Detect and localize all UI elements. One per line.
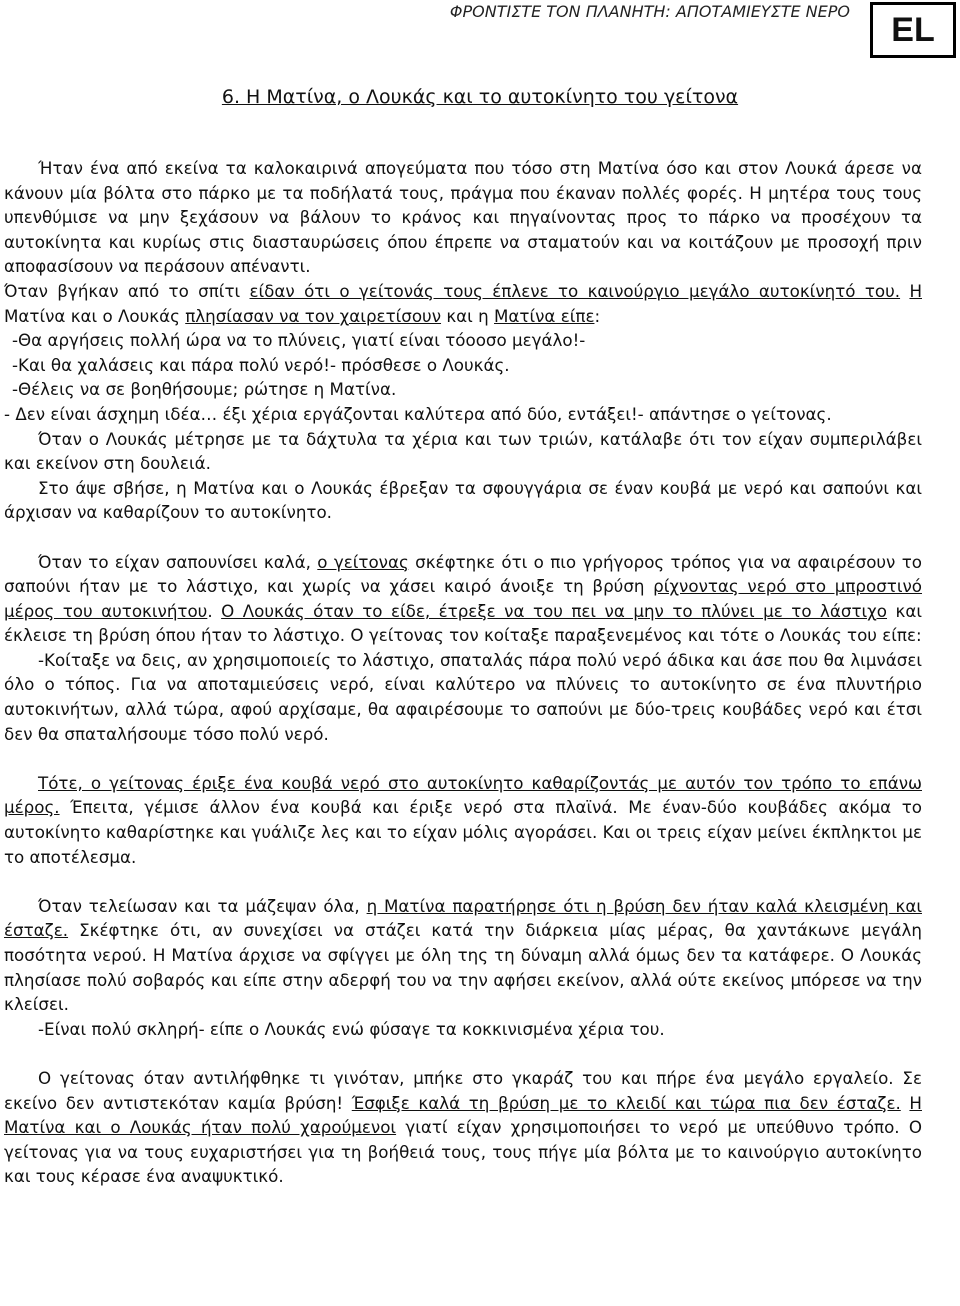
paragraph-10 <box>4 1066 922 1189</box>
paragraph-7 <box>4 771 922 869</box>
text-span: σκέφτηκε ότι ο πιο γρήγορος τρόπος για να αφαιρέσουν το σαπούνι ήταν με το λάστιχο, και χωρίς να χάσει καιρό άνοιξε τη βρύση <box>4 551 922 597</box>
text-span: : <box>594 305 601 326</box>
paragraph-5 <box>4 550 922 648</box>
blank-line <box>4 1041 922 1066</box>
underlined-span: είδαν ότι ο γείτονάς τους έπλενε το καινούργιο μεγάλο αυτοκίνητό του. <box>249 280 901 301</box>
blank-line <box>4 869 922 894</box>
underlined-span: Τότε, ο γείτονας έριξε ένα κουβά νερό στο αυτοκίνητο καθαρίζοντάς με αυτόν τον τρόπο το επάνω μέρος. <box>4 772 922 818</box>
text-span: Έπειτα, γέμισε άλλον ένα κουβά και έριξε νερό στα πλαϊνά. Με έναν-δύο κουβάδες ακόμα το αυτοκίνητο καθαρίστηκε και γυάλιζε λες και το είχαν μόλις αγοράσει. Και οι τρεις είχαν μείνει έκπληκτοι με το αποτέλεσμα. <box>4 797 922 867</box>
paragraph-9: -Είναι πολύ σκληρή- είπε ο Λουκάς ενώ φύσαγε τα κοκκινισμένα χέρια του. <box>38 1018 665 1039</box>
dialogue-line-4: - Δεν είναι άσχημη ιδέα… έξι χέρια εργάζονται καλύτερα από δύο, εντάξει!- απάντησε ο γείτονας. <box>4 403 832 424</box>
text-span: Όταν το είχαν σαπουνίσει καλά, <box>38 551 318 572</box>
blank-line <box>4 525 922 550</box>
underlined-span: ο γείτονας <box>317 551 409 572</box>
dialogue-line-1: -Θα αργήσεις πολλή ώρα να το πλύνεις, γιατί είναι τόοοσο μεγάλο!- <box>12 330 586 351</box>
text-span: και η <box>441 305 495 326</box>
underlined-span: ρίχνοντας νερό στο μπροστινό μέρος του αυτοκινήτου <box>4 576 922 621</box>
dialogue-line-2: -Και θα χαλάσεις και πάρα πολύ νερό!- πρόσθεσε ο Λουκάς. <box>12 354 510 375</box>
underlined-span: η Ματίνα παρατήρησε ότι η βρύση δεν ήταν καλά κλεισμένη και έσταζε. <box>4 895 922 941</box>
language-badge: EL <box>870 2 956 58</box>
text-span: Όταν τελείωσαν και τα μάζεψαν όλα, <box>38 895 367 916</box>
header-topic-label: ΑΠΟΤΑΜΙΕΥΣΤΕ ΝΕΡΟ <box>670 2 850 21</box>
paragraph-4: Στο άψε σβήσε, η Ματίνα και ο Λουκάς έβρεξαν τα σφουγγάρια σε έναν κουβά με νερό και σαπούνι και άρχισαν να καθαρίζουν το αυτοκίνητο. <box>4 477 922 523</box>
underlined-span: Η Ματίνα και ο Λουκάς ήταν πολύ χαρούμενοι <box>4 1092 922 1138</box>
dialogue-line-3: -Θέλεις να σε βοηθήσουμε; ρώτησε η Ματίνα. <box>12 379 397 400</box>
underlined-span: Ματίνα είπε <box>494 305 595 326</box>
paragraph-3: Όταν ο Λουκάς μέτρησε με τα δάχτυλα τα χέρια και των τριών, κατάλαβε ότι τον είχαν συμπεριλάβει και εκείνον στη δουλειά. <box>4 428 922 474</box>
underlined-span: Η <box>909 280 922 301</box>
text-span: Ματίνα και ο Λουκάς <box>4 305 186 326</box>
paragraph-2 <box>4 279 922 328</box>
text-span: . <box>207 600 222 621</box>
text-span: γιατί είχαν χρησιμοποιήσει το νερό με υπεύθυνο τρόπο. Ο γείτονας για να τους ευχαριστήσει για τη βοήθειά τους, τους πήγε μία βόλτα με το καινούργιο αυτοκίνητο και τους κέρασε ένα αναψυκτικό. <box>4 1117 922 1187</box>
text-span: Ο γείτονας όταν αντιλήφθηκε τι γινόταν, μπήκε στο γκαράζ του και πήρε ένα μεγάλο εργαλείο. Σε εκείνο δεν αντιστεκόταν καμία βρύση! <box>4 1067 922 1113</box>
text-span: και έκλεισε τη βρύση όπου ήταν το λάστιχο. Ο γείτονας τον κοίταξε παραξενεμένος και τότε ο Λουκάς του είπε: <box>4 600 922 646</box>
underlined-span: Έσφιξε καλά τη βρύση με το κλειδί και τώρα πια δεν έσταζε. <box>351 1092 901 1113</box>
underlined-span: Ο Λουκάς όταν το είδε, έτρεξε να του πει να μην το πλύνει με το λάστιχο <box>221 600 888 621</box>
paragraph-6: -Κοίταξε να δεις, αν χρησιμοποιείς το λάστιχο, σπαταλάς πάρα πολύ νερό άδικα και άσε που θα λιμνάσει όλο ο τόπος. Για να αποταμιεύσεις νερό, είναι καλύτερο να πλύνεις το αυτοκίνητο σε ένα πλυντήριο αυτοκινήτων, αλλά τώρα, αφού αρχίσαμε, θα αφαιρέσουμε το σαπούνι με δύο-τρεις κουβάδες νερό και έτσι δεν θα σπαταλήσουμε τόσο πολύ νερό. <box>4 649 922 744</box>
underlined-span: πλησίασαν να τον χαιρετίσουν <box>185 305 442 326</box>
story-body <box>4 156 922 1189</box>
text-span: Όταν βγήκαν από το σπίτι <box>4 280 250 301</box>
text-span: Σκέφτηκε ότι, αν συνεχίσει να στάζει κατά την διάρκεια μίας μέρας, θα χαντάκωνε μεγάλη ποσότητα νερού. Η Ματίνα άρχισε να σφίγγει με όλη της τη δύναμη αλλά όμως δεν τα κατάφερε. Ο Λουκάς πλησίασε πολύ σοβαρός και είπε στην αδερφή του να την αφήσει εκείνον, αλλά ούτε εκείνος μπόρεσε να την κλείσει. <box>4 920 922 1015</box>
paragraph-8 <box>4 894 922 1017</box>
header-series-label: ΦΡΟΝΤΙΣΤΕ ΤΟΝ ΠΛΑΝΗΤΗ: <box>449 2 671 21</box>
paragraph-1: Ήταν ένα από εκείνα τα καλοκαιρινά απογεύματα που τόσο στη Ματίνα όσο και στον Λουκά άρεσε να κάνουν μία βόλτα στο πάρκο με τα ποδήλατά τους, πράγμα που έκαναν πολλές φορές. Η μητέρα τους τους υπενθύμισε να μην ξεχάσουν να βάλουν το κράνος και πηγαίνοντας προς το πάρκο να προσέχουν τα αυτοκίνητα και κυρίως στις διασταυρώσεις όπου έπρεπε να σταματούν και να κοιτάζουν με προσοχή πριν αποφασίσουν να περάσουν απέναντι. <box>4 158 922 277</box>
story-title: 6. Η Ματίνα, ο Λουκάς και το αυτοκίνητο του γείτονα <box>221 86 739 108</box>
header-series <box>0 2 850 21</box>
blank-line <box>4 746 922 771</box>
